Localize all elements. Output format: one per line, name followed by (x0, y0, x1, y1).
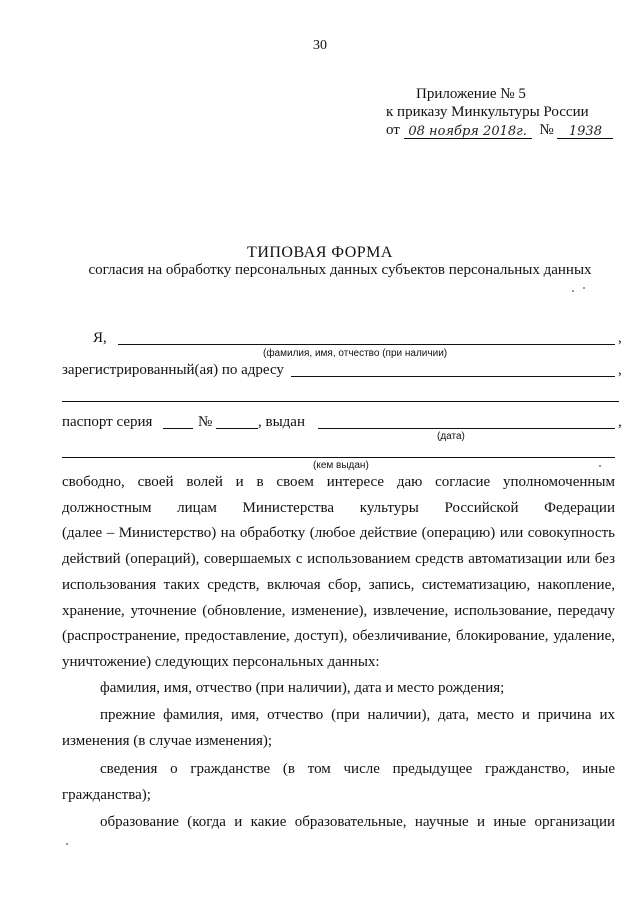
scan-speck (599, 465, 601, 467)
passport-series-line[interactable] (163, 428, 193, 429)
body-line: уничтожение) следующих персональных данных: (62, 654, 380, 670)
name-caption: (фамилия, имя, отчество (при наличии) (263, 348, 448, 359)
scan-speck (572, 290, 574, 292)
comma: , (618, 330, 622, 346)
scan-speck (66, 843, 68, 845)
issued-line[interactable] (318, 428, 615, 429)
list-item: сведения о гражданстве (в том числе предыдущее гражданство, иные (100, 761, 615, 777)
body-line: (распространение, предоставление, доступ), обезличивание, блокирование, удаление, (62, 628, 615, 644)
body-line: (далее – Министерство) на обработку (любое действие (операцию) или совокупность (62, 525, 615, 541)
list-item-continuation: гражданства); (62, 787, 151, 803)
body-line: хранение, уточнение (обновление, изменение), извлечение, использование, передачу (62, 603, 615, 619)
passport-number-sign: № (198, 414, 213, 430)
name-line[interactable] (118, 344, 615, 345)
passport-number-line[interactable] (216, 428, 258, 429)
list-item-continuation: изменения (в случае изменения); (62, 733, 273, 749)
scan-speck (583, 287, 585, 289)
address-label: зарегистрированный(ая) по адресу (62, 362, 284, 378)
list-item: прежние фамилия, имя, отчество (при наличии), дата, место и причина их (100, 707, 615, 723)
form-title: ТИПОВАЯ ФОРМА (247, 244, 393, 261)
body-line: использования таких средств, включая сбор, запись, систематизацию, накопление, (62, 577, 615, 593)
issuer-caption: (кем выдан) (313, 460, 369, 471)
comma: , (618, 362, 622, 378)
date-caption: (дата) (437, 431, 465, 442)
annex-title: Приложение № 5 (416, 86, 526, 102)
annex-order-ref: к приказу Минкультуры России (386, 104, 589, 120)
passport-label: паспорт серия (62, 414, 153, 430)
page-number: 30 (313, 38, 327, 53)
body-line: должностным лицам Министерства культуры Российской Федерации (62, 500, 615, 516)
date-prefix: от (386, 122, 400, 138)
date-field (404, 123, 532, 139)
comma: , (618, 414, 622, 430)
body-line: действий (операций), совершаемых с использованием средств автоматизации или без (62, 551, 615, 567)
address-line-2[interactable] (62, 401, 619, 402)
annex-date-number (386, 122, 613, 139)
issuer-line[interactable] (62, 457, 615, 458)
i-label: Я, (93, 330, 107, 346)
issued-label: , выдан (258, 414, 305, 430)
handwritten-number: 1938 (568, 124, 602, 139)
number-prefix: № (539, 122, 554, 138)
address-line[interactable] (291, 376, 615, 377)
body-line: свободно, своей волей и в своем интересе даю согласие уполномоченным (62, 474, 615, 490)
list-item: образование (когда и какие образовательные, научные и иные организации (100, 814, 615, 830)
list-item: фамилия, имя, отчество (при наличии), дата и место рождения; (100, 680, 505, 696)
handwritten-date: 08 ноября 2018г. (408, 124, 527, 139)
form-subtitle: согласия на обработку персональных данных субъектов персональных данных (88, 262, 592, 278)
number-field (557, 123, 613, 139)
